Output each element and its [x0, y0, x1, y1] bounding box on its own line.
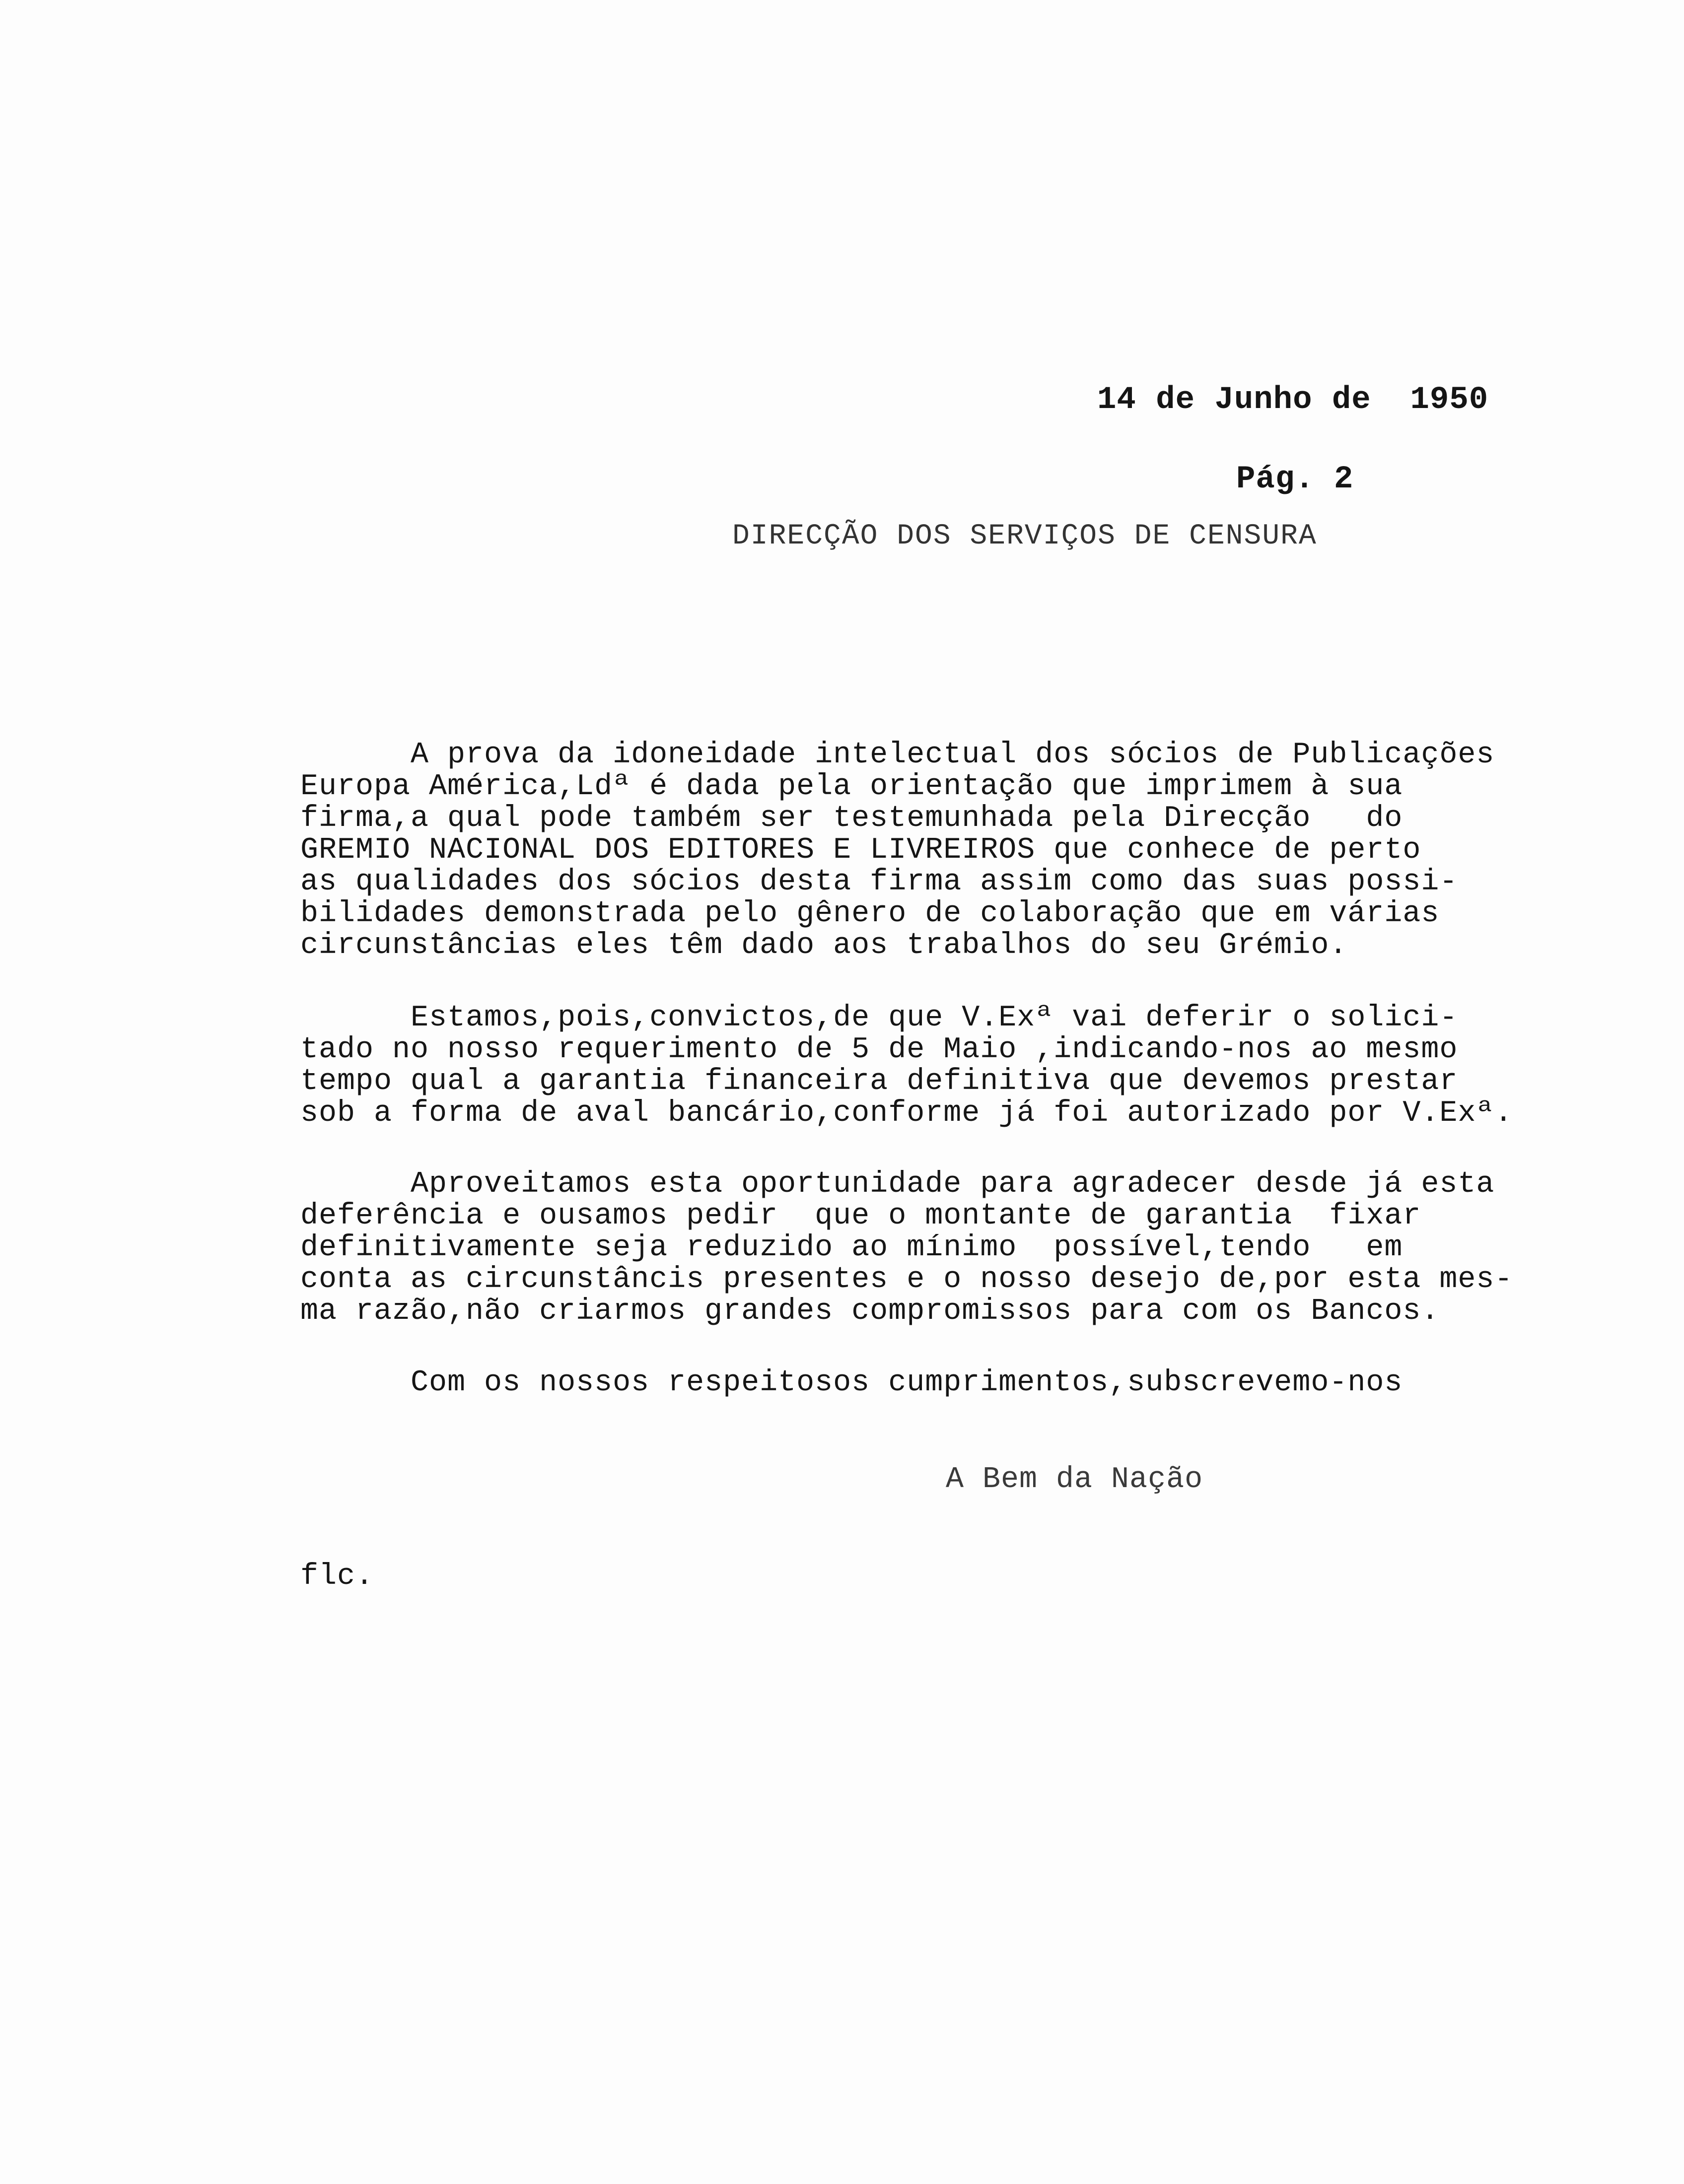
paragraph-line: Aproveitamos esta oportunidade para agradecer desde já esta [300, 1167, 1495, 1201]
paragraph-line: Estamos,pois,convictos,de que V.Exª vai deferir o solici- [300, 1001, 1458, 1035]
paragraph-line: circunstâncias eles têm dado aos trabalhos do seu Grémio. [300, 929, 1348, 962]
paragraph-line: ma razão,não criarmos grandes compromissos para com os Bancos. [300, 1295, 1440, 1328]
paragraph-line: Com os nossos respeitosos cumprimentos,subscrevemo-nos [300, 1366, 1403, 1400]
paragraph-line: definitivamente seja reduzido ao mínimo possível,tendo em [300, 1231, 1403, 1265]
paragraph-line: firma,a qual pode também ser testemunhada pela Direcção do [300, 802, 1403, 835]
paragraph-line: deferência e ousamos pedir que o montante de garantia fixar [300, 1199, 1421, 1233]
paragraph-line: GREMIO NACIONAL DOS EDITORES E LIVREIROS que conhece de perto [300, 833, 1421, 867]
paragraph-1 [300, 740, 1591, 962]
paragraph-4 [300, 1367, 1591, 1399]
recipient-heading: DIRECÇÃO DOS SERVIÇOS DE CENSURA [732, 520, 1317, 552]
paragraph-line: Europa América,Ldª é dada pela orientação que imprimem à sua [300, 770, 1403, 804]
paragraph-3 [300, 1169, 1591, 1328]
paragraph-2 [300, 1003, 1591, 1130]
letter-date: 14 de Junho de 1950 [1097, 382, 1489, 418]
paragraph-line: bilidades demonstrada pelo gênero de colaboração que em várias [300, 897, 1440, 931]
paragraph-line: tempo qual a garantia financeira definitiva que devemos prestar [300, 1065, 1458, 1098]
paragraph-line: as qualidades dos sócios desta firma assim como das suas possi- [300, 865, 1458, 899]
paragraph-line: conta as circunstâncis presentes e o nosso desejo de,por esta mes- [300, 1263, 1513, 1297]
page-number: Pág. 2 [1236, 462, 1354, 497]
closing-salutation: A Bem da Nação [946, 1463, 1203, 1497]
footer-initials: flc. [300, 1560, 374, 1593]
paragraph-line: A prova da idoneidade intelectual dos sócios de Publicações [300, 738, 1495, 772]
paragraph-line: sob a forma de aval bancário,conforme já foi autorizado por V.Exª. [300, 1096, 1513, 1130]
paragraph-line: tado no nosso requerimento de 5 de Maio ,indicando-nos ao mesmo [300, 1033, 1458, 1067]
